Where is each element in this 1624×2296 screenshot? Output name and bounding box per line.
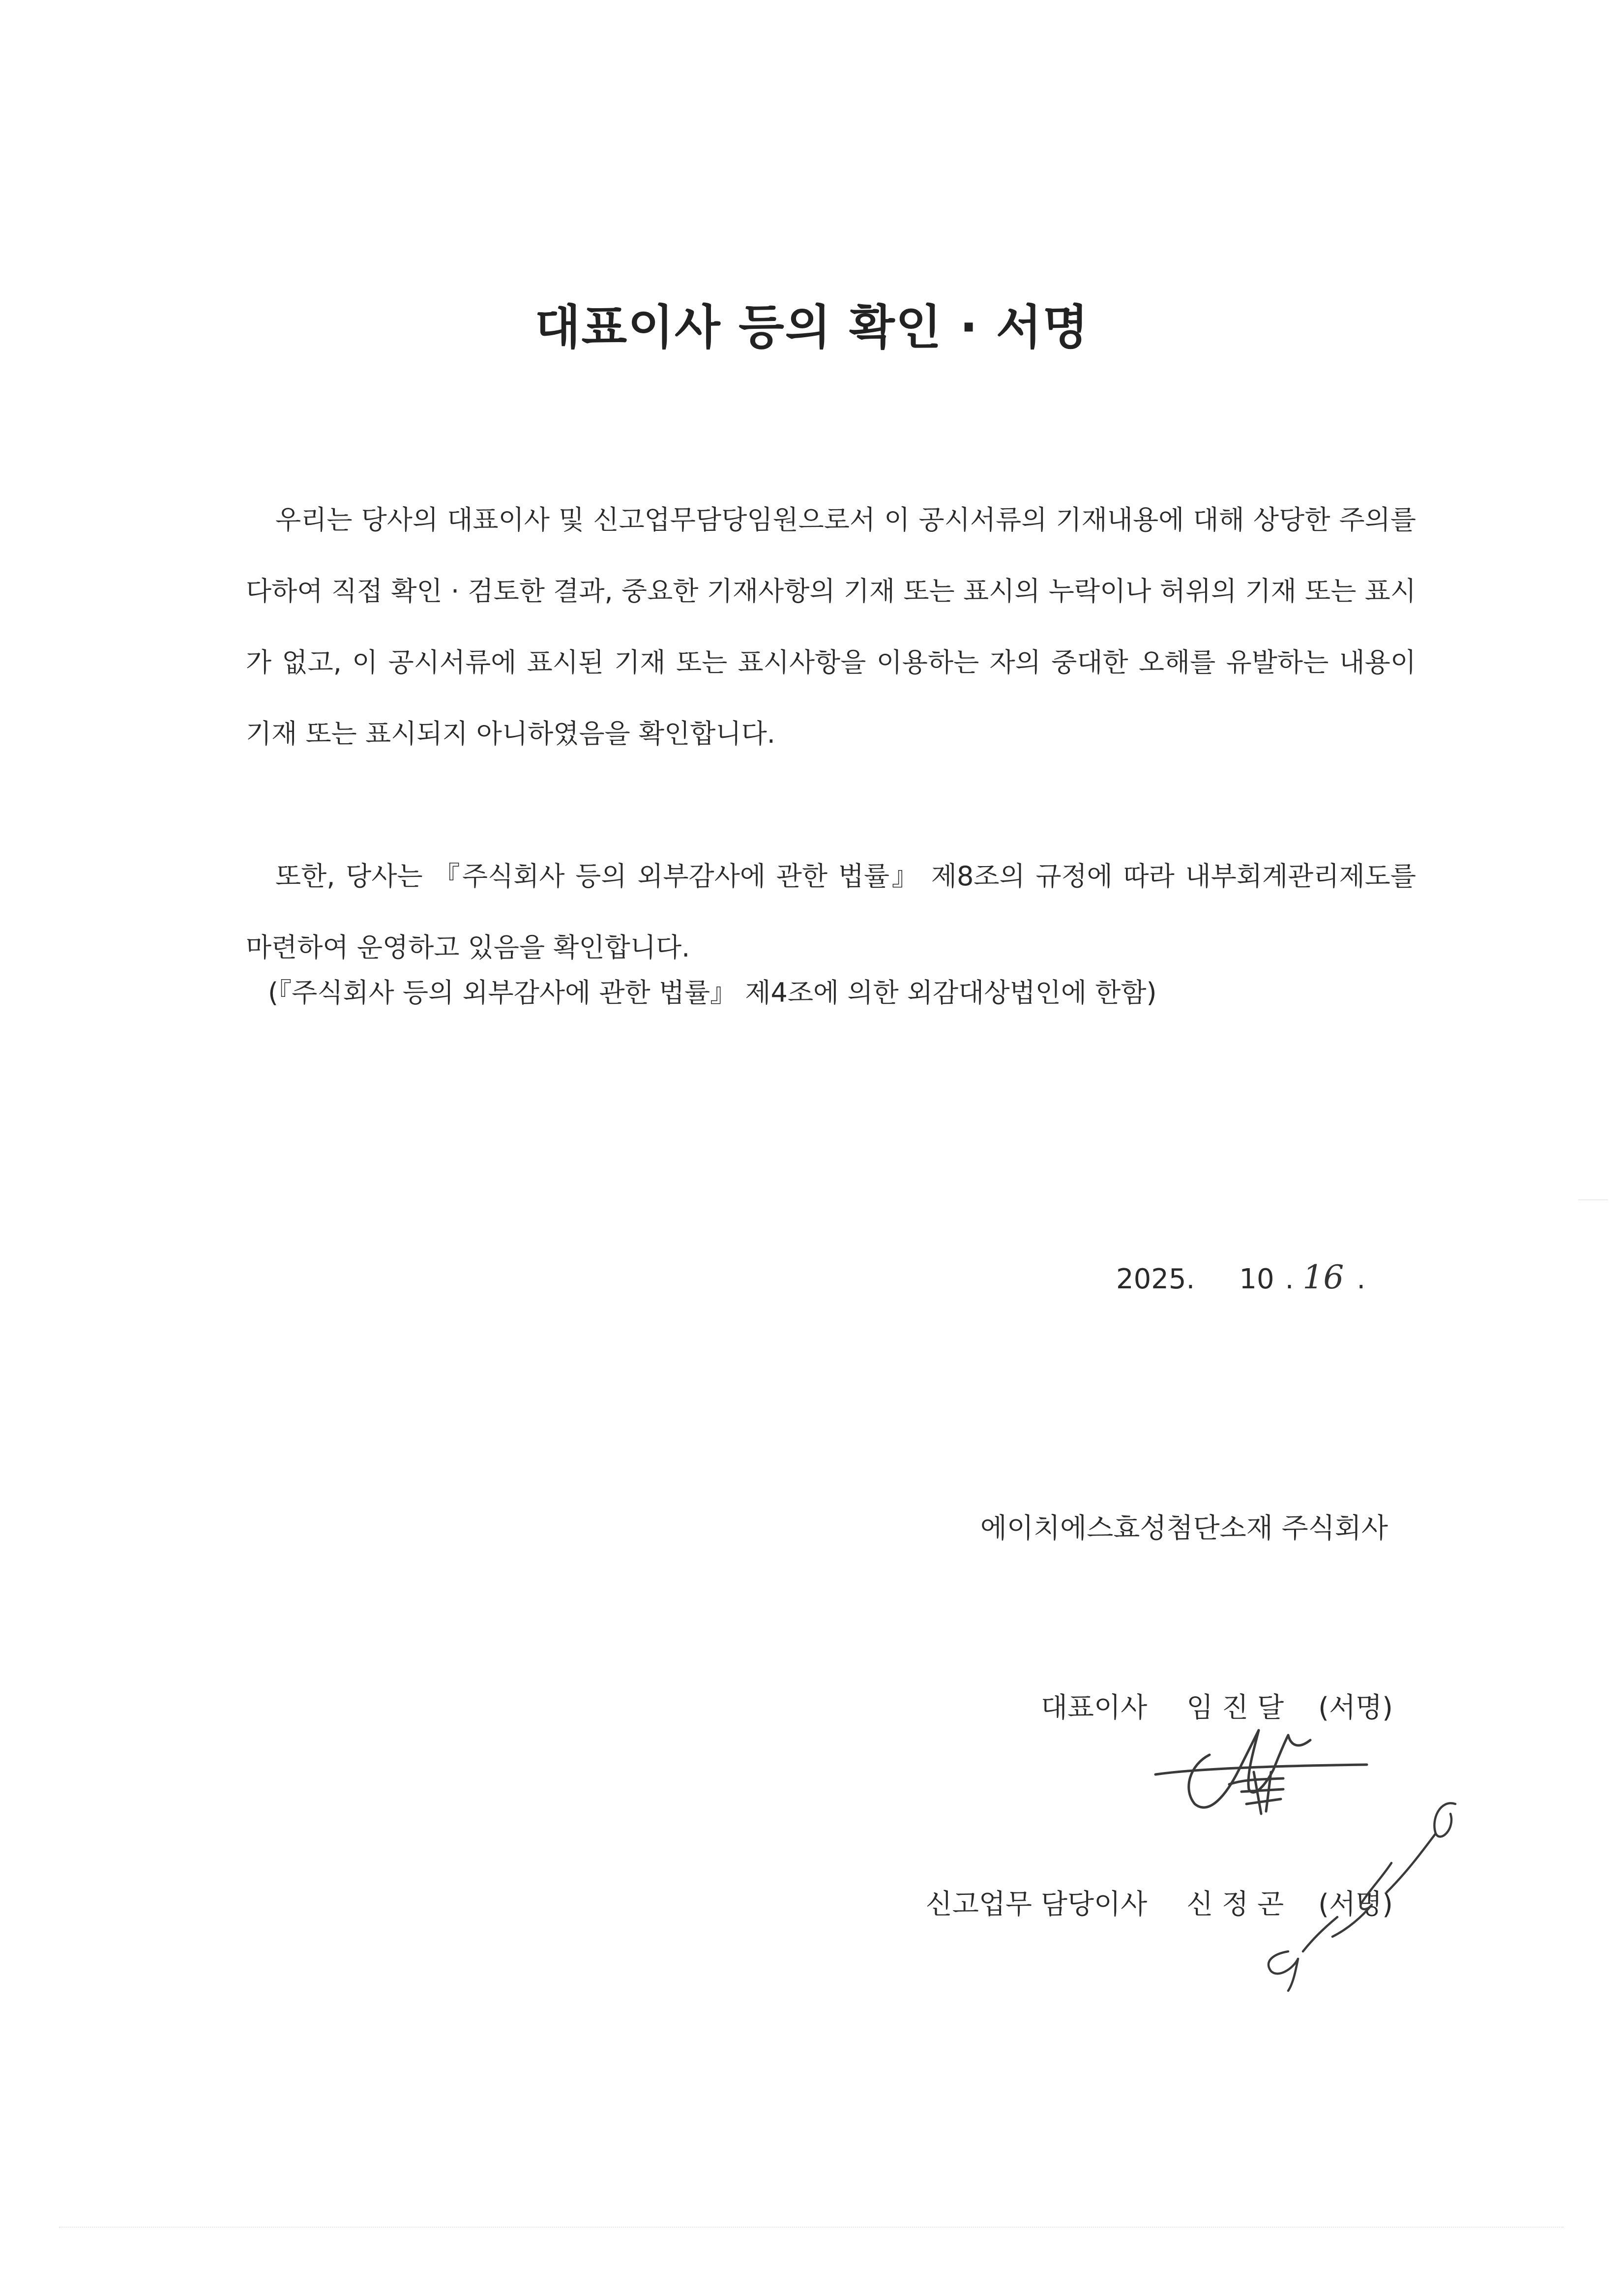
scope-note: (『주식회사 등의 외부감사에 관한 법률』 제4조에 의한 외감대상법인에 한함) xyxy=(268,977,1157,1008)
date-dot: . xyxy=(1357,1263,1366,1295)
date-year: 2025. xyxy=(1116,1263,1195,1295)
document-title: 대표이사 등의 확인 · 서명 xyxy=(534,300,1090,355)
signer-name: 신 정 곤 xyxy=(1186,1889,1284,1920)
officer-signature xyxy=(1224,1789,1480,1996)
date-dot: . xyxy=(1285,1263,1294,1295)
date-day-handwritten: 16 xyxy=(1302,1258,1344,1296)
company-name: 에이치에스효성첨단소재 주식회사 xyxy=(980,1512,1388,1544)
signature-label: (서명) xyxy=(1318,1692,1393,1724)
internal-control-text: 또한, 당사는 『주식회사 등의 외부감사에 관한 법률』 제8조의 규정에 따라 내부회계관리제도를 마련하여 운영하고 있음을 확인합니다. xyxy=(246,861,1416,963)
scan-edge-mark xyxy=(1578,1199,1608,1200)
signer-role: 신고업무 담당이사 xyxy=(925,1889,1148,1920)
signature-label: (서명) xyxy=(1318,1889,1393,1920)
signer-role: 대표이사 xyxy=(1040,1692,1148,1724)
confirmation-text: 우리는 당사의 대표이사 및 신고업무담당임원으로서 이 공시서류의 기재내용에 대해 상당한 주의를 다하여 직접 확인 · 검토한 결과, 중요한 기재사항의 기재 또는 표시의 누락이나 허위의 기재 또는 표시가 없고, 이 공시서류에 표시된 기재 또는 표시사항을 이용하는 자의 중대한 오해를 유발하는 내용이 기재 또는 표시되지 아니하였음을 확인합니다. xyxy=(246,504,1416,749)
confirmation-paragraph xyxy=(246,484,1416,769)
signer-name: 임 진 달 xyxy=(1186,1692,1284,1724)
scan-bottom-line xyxy=(59,2227,1564,2228)
internal-control-paragraph xyxy=(246,841,1416,983)
signing-date xyxy=(1116,1258,1365,1296)
date-month: 10 xyxy=(1239,1263,1274,1295)
